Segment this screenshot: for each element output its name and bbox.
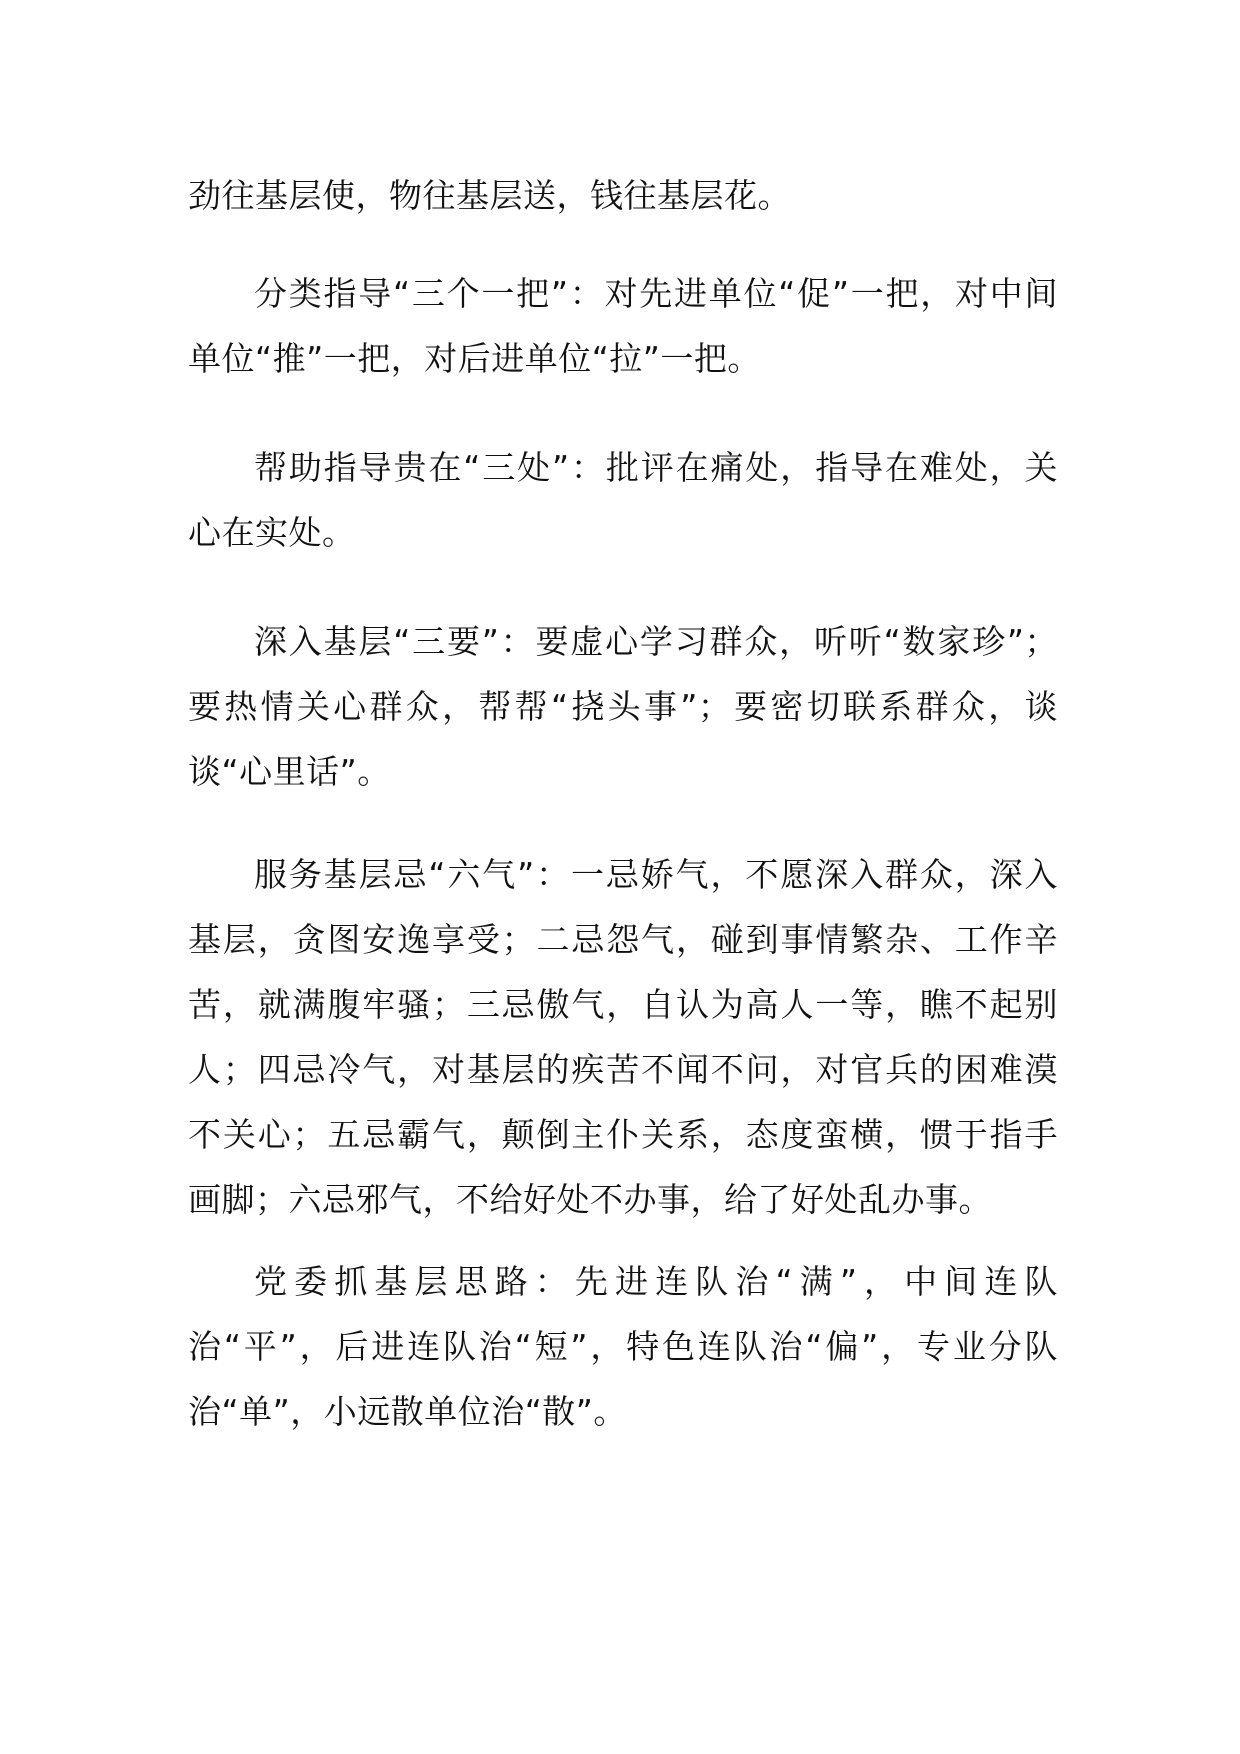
paragraph-three-musts: 深入基层“三要”：要虚心学习群众，听听“数家珍”；要热情关心群众，帮帮“挠头事”；要密切联系群众，谈谈“心里话”。 bbox=[188, 622, 1058, 791]
paragraph-continuation: 劲往基层使，物往基层送，钱往基层花。 bbox=[188, 176, 791, 215]
paragraph-three-guidance: 分类指导“三个一把”：对先进单位“促”一把，对中间单位“推”一把，对后进单位“拉”一把。 bbox=[188, 274, 1058, 378]
paragraph-three-places: 帮助指导贵在“三处”：批评在痛处，指导在难处，关心在实处。 bbox=[188, 448, 1058, 552]
paragraph-six-airs: 服务基层忌“六气”：一忌娇气，不愿深入群众，深入基层，贪图安逸享受；二忌怨气，碰到事情繁杂、工作辛苦，就满腹牢骚；三忌傲气，自认为高人一等，瞧不起别人；四忌冷气，对基层的疾苦不闻不问，对官兵的困难漠不关心；五忌霸气，颠倒主仆关系，态度蛮横，惯于指手画脚；六忌邪气，不给好处不办事，给了好处乱办事。 bbox=[188, 855, 1058, 1219]
paragraph-party-committee: 党委抓基层思路：先进连队治“满”，中间连队治“平”，后进连队治“短”，特色连队治“偏”，专业分队治“单”，小远散单位治“散”。 bbox=[188, 1262, 1058, 1431]
